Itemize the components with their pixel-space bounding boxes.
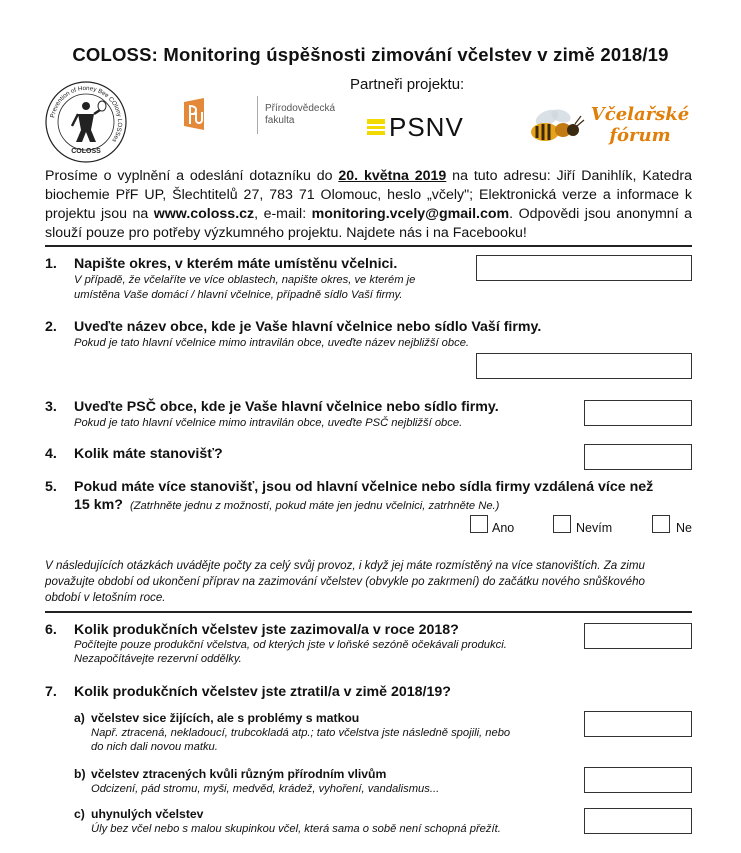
- prf-up-logo: [182, 96, 252, 141]
- q3-text: Uveďte PSČ obce, kde je Vaše hlavní včelnice nebo sídlo firmy.: [74, 399, 499, 415]
- forum-line1: Včelařské: [590, 104, 690, 125]
- q7c-input[interactable]: [584, 808, 692, 834]
- q1-number: 1.: [45, 256, 57, 272]
- q1-note-line1: V případě, že včelaříte ve více oblastech, napište okres, ve kterém je: [74, 274, 416, 286]
- q7a-note-line1: Např. ztracená, nekladoucí, trubcokladá atp.; tato včelstva jste následně spojili, nebo: [91, 727, 511, 739]
- q5-ne-label: Ne: [676, 521, 692, 535]
- q7-number: 7.: [45, 684, 57, 700]
- bee-icon: [527, 104, 587, 148]
- prf-divider: [257, 96, 258, 134]
- q6-number: 6.: [45, 622, 57, 638]
- q5-nevim-checkbox[interactable]: [553, 515, 571, 533]
- q7b-note: Odcizení, pád stromu, myši, medvěd, krádež, vyhoření, vandalismus...: [91, 783, 440, 795]
- q2-municipality-input[interactable]: [476, 353, 692, 379]
- q7a-letter: a): [74, 711, 85, 725]
- svg-text:Prevention of Honey Bee COlony: Prevention of Honey Bee COlony LOSSes: [49, 84, 124, 144]
- q4-text: Kolik máte stanovišť?: [74, 446, 223, 462]
- q1-district-input[interactable]: [476, 255, 692, 281]
- q6-colonies-input[interactable]: [584, 623, 692, 649]
- q6-note-line2: Nezapočítávejte rezervní oddělky.: [74, 653, 242, 665]
- q5-ano-checkbox[interactable]: [470, 515, 488, 533]
- q7c-letter: c): [74, 807, 85, 821]
- q5-nevim-label: Nevím: [576, 521, 613, 535]
- q7-text: Kolik produkčních včelstev jste ztratil/a v zimě 2018/19?: [74, 684, 451, 700]
- q7b-text: včelstev ztracených kvůli různým přírodním vlivům: [91, 767, 387, 781]
- deadline: 20. května 2019: [338, 168, 447, 184]
- q6-text: Kolik produkčních včelstev jste zazimoval/a v roce 2018?: [74, 622, 459, 638]
- vcelarske-forum-logo: [590, 104, 690, 146]
- q1-note-line2: umístěna Vaše domácí / hlavní včelnice, případně sídlo Vaší firmy.: [74, 289, 403, 301]
- q7b-letter: b): [74, 767, 86, 781]
- psnv-logo-mark: [367, 119, 385, 135]
- instructions-line3: období v letošním roce.: [45, 591, 166, 604]
- email-link[interactable]: monitoring.vcely@gmail.com: [311, 206, 510, 222]
- q3-note: Pokud je tato hlavní včelnice mimo intravilán obce, uveďte PSČ nejbližší obce.: [74, 417, 463, 429]
- prf-line1: Přírodovědecká: [265, 103, 336, 114]
- instructions-line1: V následujících otázkách uvádějte počty za celý svůj provoz, i když jej máte rozmístěný na více stanovištích. Za zimu: [45, 559, 645, 572]
- prf-text: [265, 103, 335, 127]
- q2-text: Uveďte název obce, kde je Vaše hlavní včelnice nebo sídlo Vaší firmy.: [74, 319, 542, 335]
- q5-number: 5.: [45, 479, 57, 495]
- coloss-logo-text: COLOSS: [71, 148, 101, 155]
- divider: [45, 611, 692, 613]
- q6-note-line1: Počítejte pouze produkční včelstva, od kterých jste v loňské sezóně očekávali produkci.: [74, 639, 507, 651]
- psnv-logo: PSNV: [389, 112, 464, 142]
- forum-line2: fórum: [609, 125, 671, 146]
- q5-ne-checkbox[interactable]: [652, 515, 670, 533]
- q2-note: Pokud je tato hlavní včelnice mimo intravilán obce, uveďte název nejbližší obce.: [74, 337, 470, 349]
- q5-note: (Zatrhněte jednu z možností, pokud máte jen jednu včelnici, zatrhněte Ne.): [130, 500, 500, 512]
- prf-line2: fakulta: [265, 115, 295, 126]
- q7a-input[interactable]: [584, 711, 692, 737]
- q5-text-line2: 15 km?: [74, 497, 123, 513]
- divider: [45, 245, 692, 247]
- q4-number: 4.: [45, 446, 57, 462]
- coloss-logo: [44, 80, 128, 164]
- q3-number: 3.: [45, 399, 57, 415]
- q7a-note-line2: do nich dali novou matku.: [91, 741, 218, 753]
- page-title: COLOSS: Monitoring úspěšnosti zimování včelstev v zimě 2018/19: [72, 44, 669, 65]
- q4-apiaries-input[interactable]: [584, 444, 692, 470]
- partners-label: Partneři projektu:: [350, 76, 465, 93]
- q7a-text: včelstev sice žijících, ale s problémy s matkou: [91, 711, 360, 725]
- instructions-line2: považujte období od ukončení příprav na zazimování včelstev (obvykle po zakrmení) do začátku nového snůškového: [45, 575, 645, 588]
- q7b-input[interactable]: [584, 767, 692, 793]
- q3-postcode-input[interactable]: [584, 400, 692, 426]
- q5-ano-label: Ano: [492, 521, 515, 535]
- website-link[interactable]: www.coloss.cz: [153, 206, 255, 222]
- q1-text: Napište okres, v kterém máte umístěnu včelnici.: [74, 256, 398, 272]
- q2-number: 2.: [45, 319, 57, 335]
- q7c-note: Úly bez včel nebo s malou skupinkou včel, která sama o sobě není schopná přežít.: [91, 823, 501, 835]
- q7c-text: uhynulých včelstev: [91, 807, 204, 821]
- q5-text-line1: Pokud máte více stanovišť, jsou od hlavní včelnice nebo sídla firmy vzdálená více než: [74, 479, 654, 495]
- intro-paragraph: Prosíme o vyplnění a odeslání dotazníku do 20. května 2019 na tuto adresu: Jiří Danihlík, Katedra biochemie PřF UP, Šlechtitelů 27, 783 71 Olomouc, heslo „včely"; Elektronická verze a informace k projektu jsou na www.coloss.cz, e-mail: monitoring.vcely@gmail.com. Odpovědi jsou anonymní a slouží pouze pro potřeby výzkumného projektu. Najdete nás i na Facebooku!: [45, 168, 693, 241]
